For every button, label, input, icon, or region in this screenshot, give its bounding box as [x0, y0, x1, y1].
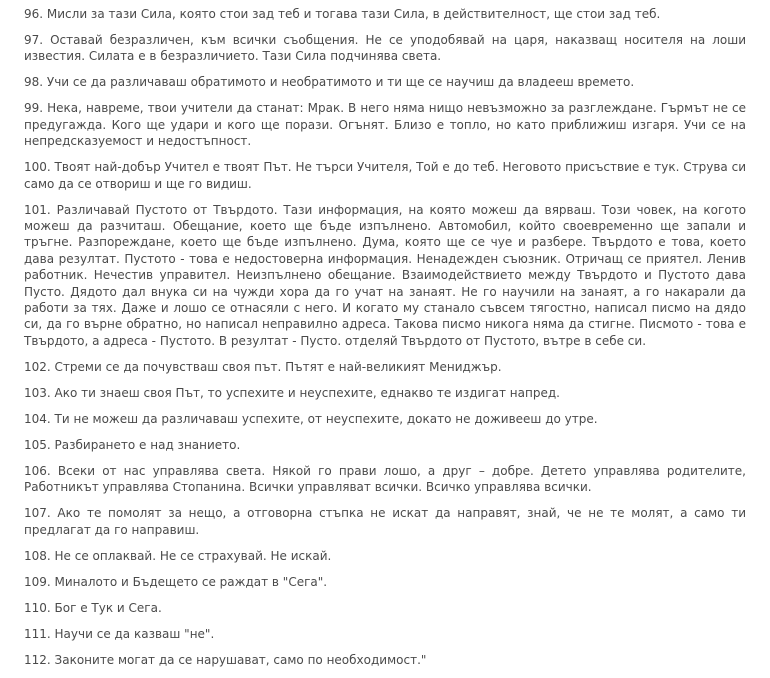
paragraph-105: 105. Разбирането е над знанието.: [24, 437, 241, 452]
paragraph-96: 96. Мисли за тази Сила, която стои зад теб и тогава тази Сила, в действителност, ще стои зад теб.: [24, 7, 661, 21]
paragraph-102: 102. Стреми се да почувстваш своя път. Пътят е най-великият Мениджър.: [24, 359, 502, 374]
paragraph-108: 108. Не се оплаквай. Не се страхувай. Не искай.: [24, 548, 332, 563]
paragraph-109: 109. Миналото и Бъдещето се раждат в "Сега".: [24, 574, 328, 589]
paragraph-103: 103. Ако ти знаеш своя Път, то успехите и неуспехите, еднакво те издигат напред.: [24, 385, 560, 400]
paragraph-112: 112. Законите могат да се нарушават, само по необходимост.": [24, 652, 427, 667]
paragraph-97: 97. Оставай безразличен, към всички съобщения. Не се уподобявай на царя, наказващ носителя на лоши известия. Силата е в безразличието. Тази Сила подчинява света.: [24, 33, 746, 64]
paragraph-101: 101. Различавай Пустото от Твърдото. Тази информация, на която можеш да вярваш. Този човек, на когото можеш да разчиташ. Обещание, което ще бъде изпълнено. Автомобил, който своевременно ще запали и тръгне. Разпореждане, което ще бъде изпълнено. Дума, която ще се чуе и разбере. Твърдото е това, което дава резултат. Пустото - това е недостоверна информация. Ненадежден съюзник. Отричащ се приятел. Ленив работник. Нечестив управител. Неизпълнено обещание. Взаимодействието между Твърдото и Пустото дава Пусто. Дядото дал внука си на чужди хора да го учат на занаят. Не го научили на занаят, а го накарали да работи за тях. Даже и лошо се отнасяли с него. И когато му станало съвсем тягостно, написал писмо на дядо си, да го върне обратно, но написал неправилно адреса. Такова писмо никога няма да стигне. Писмото - това е Твърдото, а адреса - Пустото. В резултат - Пусто. отделяй Твърдото от Пустото, вътре в себе си.: [24, 202, 746, 348]
paragraph-99: 99. Нека, навреме, твои учители да станат: Мрак. В него няма нищо невъзможно за разглеждане. Гърмът не се предугажда. Кого ще удари и кого ще порази. Огънят. Близо е топло, но като приближиш изгаря. Учи се на непредсказуемост и недостъпност.: [24, 101, 746, 149]
article-body: [24, 6, 746, 678]
paragraph-107: 107. Ако те помолят за нещо, а отговорна стъпка не искат да направят, знай, че не те молят, а само ти предлагат да го направиш.: [24, 506, 746, 537]
paragraph-111: 111. Научи се да казваш "не".: [24, 626, 215, 641]
paragraph-100: 100. Твоят най-добър Учител е твоят Път. Не търси Учителя, Той е до теб. Неговото присъствие е тук. Струва си само да се отвориш и ще го видиш.: [24, 160, 746, 191]
paragraph-106: 106. Всеки от нас управлява света. Някой го прави лошо, а друг – добре. Детето управлява родителите, Работникът управлява Стопанина. Всички управляват всички. Всичко управлява всички.: [24, 463, 746, 495]
paragraph-110: 110. Бог е Тук и Сега.: [24, 600, 162, 615]
paragraph-104: 104. Ти не можеш да различаваш успехите, от неуспехите, докато не доживееш до утре.: [24, 411, 598, 426]
paragraph-98: 98. Учи се да различаваш обратимото и необратимото и ти ще се научиш да владееш времето.: [24, 75, 635, 90]
